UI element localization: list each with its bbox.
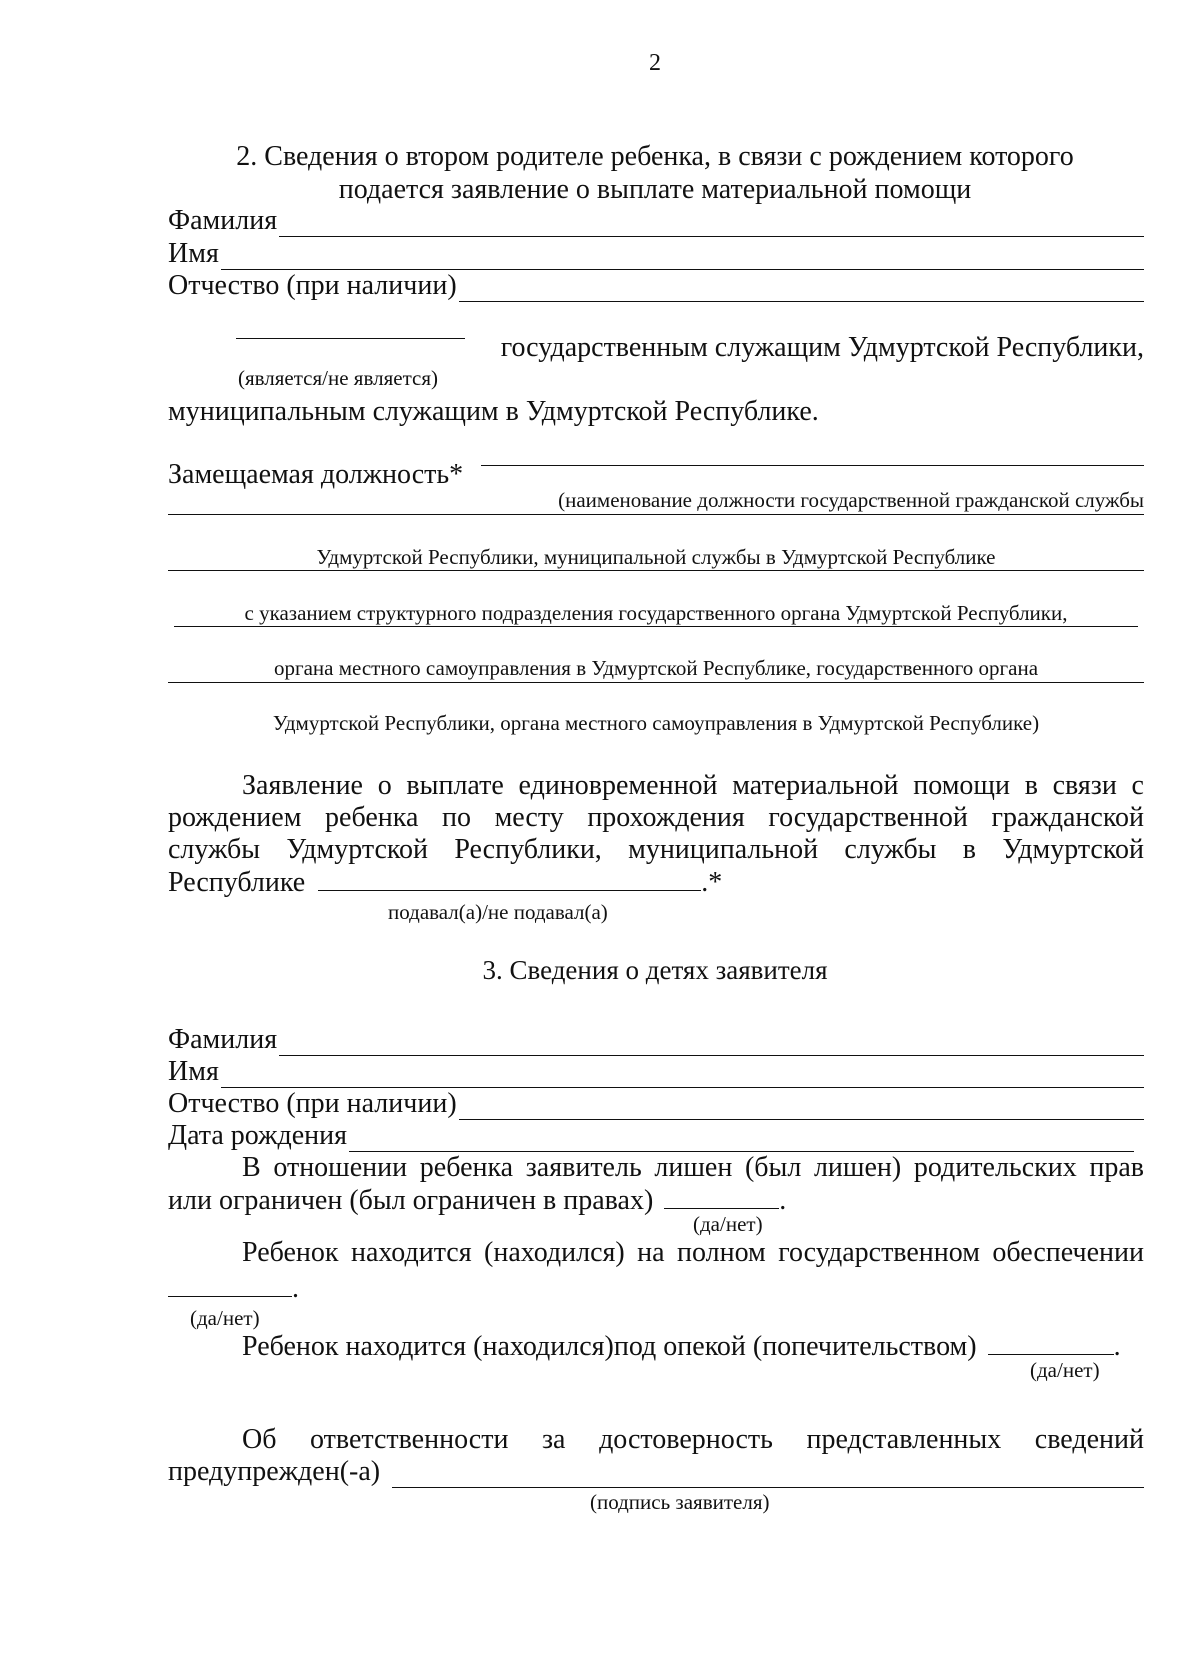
civil-servant-text: государственным служащим Удмуртской Республики,: [500, 332, 1144, 363]
position-label: Замещаемая должность*: [168, 459, 464, 490]
position-caption-2: Удмуртской Республики, муниципальной службы в Удмуртской Республике: [316, 545, 996, 569]
section3-surname-field[interactable]: [168, 1024, 1144, 1056]
guardianship-text: Ребенок находится (находился)под опекой (попечительством): [242, 1331, 977, 1362]
application-line-4-start: Республике: [168, 867, 306, 898]
application-line-3: службы Удмуртской Республики, муниципальной службы в Удмуртской: [168, 834, 1144, 865]
responsibility-word: представленных: [806, 1424, 1002, 1455]
child-surname-label: Фамилия: [168, 1024, 278, 1055]
section3-patronymic-field[interactable]: [168, 1088, 1144, 1120]
responsibility-word: сведений: [1034, 1424, 1144, 1455]
child-name-blank[interactable]: [221, 1063, 1144, 1088]
position-blank-2[interactable]: [168, 514, 1144, 515]
section2-name-field[interactable]: [168, 238, 1144, 270]
application-line-4: [168, 866, 722, 899]
state-support-paragraph: [168, 1237, 1144, 1269]
patronymic-blank[interactable]: [459, 277, 1144, 302]
state-support-end: .: [292, 1273, 299, 1304]
section3-name-field[interactable]: [168, 1056, 1144, 1088]
name-blank[interactable]: [221, 245, 1144, 270]
position-blank[interactable]: [481, 465, 1144, 466]
application-line-2: рождением ребенка по месту прохождения государственной гражданской: [168, 802, 1144, 833]
state-support-text: Ребенок находится (находился) на полном государственном обеспечении: [242, 1237, 1144, 1268]
civil-servant-caption: (является/не является): [238, 366, 438, 390]
name-label: Имя: [168, 238, 219, 269]
application-line-1: Заявление о выплате единовременной материальной помощи в связи с: [242, 770, 1144, 801]
responsibility-word: достоверность: [599, 1424, 773, 1455]
signature-caption: (подпись заявителя): [590, 1490, 770, 1514]
child-birthdate-label: Дата рождения: [168, 1120, 347, 1151]
surname-blank[interactable]: [279, 212, 1144, 237]
application-paragraph: [168, 770, 1144, 866]
state-support-line: [168, 1272, 299, 1305]
state-support-blank[interactable]: [168, 1272, 292, 1297]
rights-caption: (да/нет): [693, 1212, 763, 1236]
civil-servant-blank[interactable]: [236, 338, 465, 339]
position-caption-3: с указанием структурного подразделения государственного органа Удмуртской Республики,: [244, 601, 1068, 625]
guardianship-caption: (да/нет): [1030, 1358, 1100, 1382]
child-surname-blank[interactable]: [279, 1031, 1144, 1056]
rights-end: .: [779, 1185, 787, 1216]
section3-title: 3. Сведения о детях заявителя: [482, 955, 828, 985]
rights-line-1: В отношении ребенка заявитель лишен (был лишен) родительских прав: [242, 1152, 1144, 1183]
section3-birthdate-field[interactable]: [168, 1120, 1134, 1152]
surname-label: Фамилия: [168, 205, 278, 236]
responsibility-line-1: [242, 1424, 1144, 1456]
position-blank-4[interactable]: [174, 626, 1138, 627]
page-number: 2: [649, 50, 661, 76]
section2-title-line1: 2. Сведения о втором родителе ребенка, в связи с рождением которого: [236, 141, 1074, 172]
position-caption-4: органа местного самоуправления в Удмуртской Республике, государственного органа: [273, 656, 1039, 680]
guardianship-blank[interactable]: [988, 1330, 1114, 1355]
position-blank-5[interactable]: [168, 682, 1144, 683]
signature-blank[interactable]: [392, 1463, 1144, 1488]
responsibility-word: за: [542, 1424, 566, 1455]
position-blank-3[interactable]: [168, 570, 1144, 571]
position-caption-5: Удмуртской Республики, органа местного самоуправления в Удмуртской Республике): [272, 711, 1040, 735]
child-patronymic-blank[interactable]: [459, 1095, 1144, 1120]
application-submitted-blank[interactable]: [318, 866, 701, 891]
rights-paragraph: [168, 1152, 1144, 1184]
rights-line-2-text: или ограничен (был ограничен в правах): [168, 1185, 654, 1216]
child-patronymic-label: Отчество (при наличии): [168, 1088, 457, 1119]
application-line-4-end: .*: [701, 867, 723, 898]
guardianship-end: .: [1113, 1331, 1121, 1362]
child-name-label: Имя: [168, 1056, 219, 1087]
section2-patronymic-field[interactable]: [168, 270, 1144, 302]
rights-blank[interactable]: [664, 1184, 779, 1209]
application-caption: подавал(а)/не подавал(а): [388, 900, 608, 924]
warned-label: предупрежден(-а): [168, 1456, 381, 1487]
guardianship-line: [242, 1330, 1121, 1363]
section2-surname-field[interactable]: [168, 205, 1144, 237]
child-birthdate-blank[interactable]: [349, 1127, 1134, 1152]
patronymic-label: Отчество (при наличии): [168, 270, 457, 301]
municipal-text: муниципальным служащим в Удмуртской Республике.: [168, 396, 819, 427]
position-caption-1: (наименование должности государственной гражданской службы: [558, 488, 1144, 512]
responsibility-word: ответственности: [310, 1424, 509, 1455]
responsibility-word: Об: [242, 1424, 277, 1455]
section2-title-line2: подается заявление о выплате материальной помощи: [338, 174, 972, 205]
signature-field[interactable]: [168, 1456, 1144, 1488]
state-support-caption: (да/нет): [190, 1306, 260, 1330]
